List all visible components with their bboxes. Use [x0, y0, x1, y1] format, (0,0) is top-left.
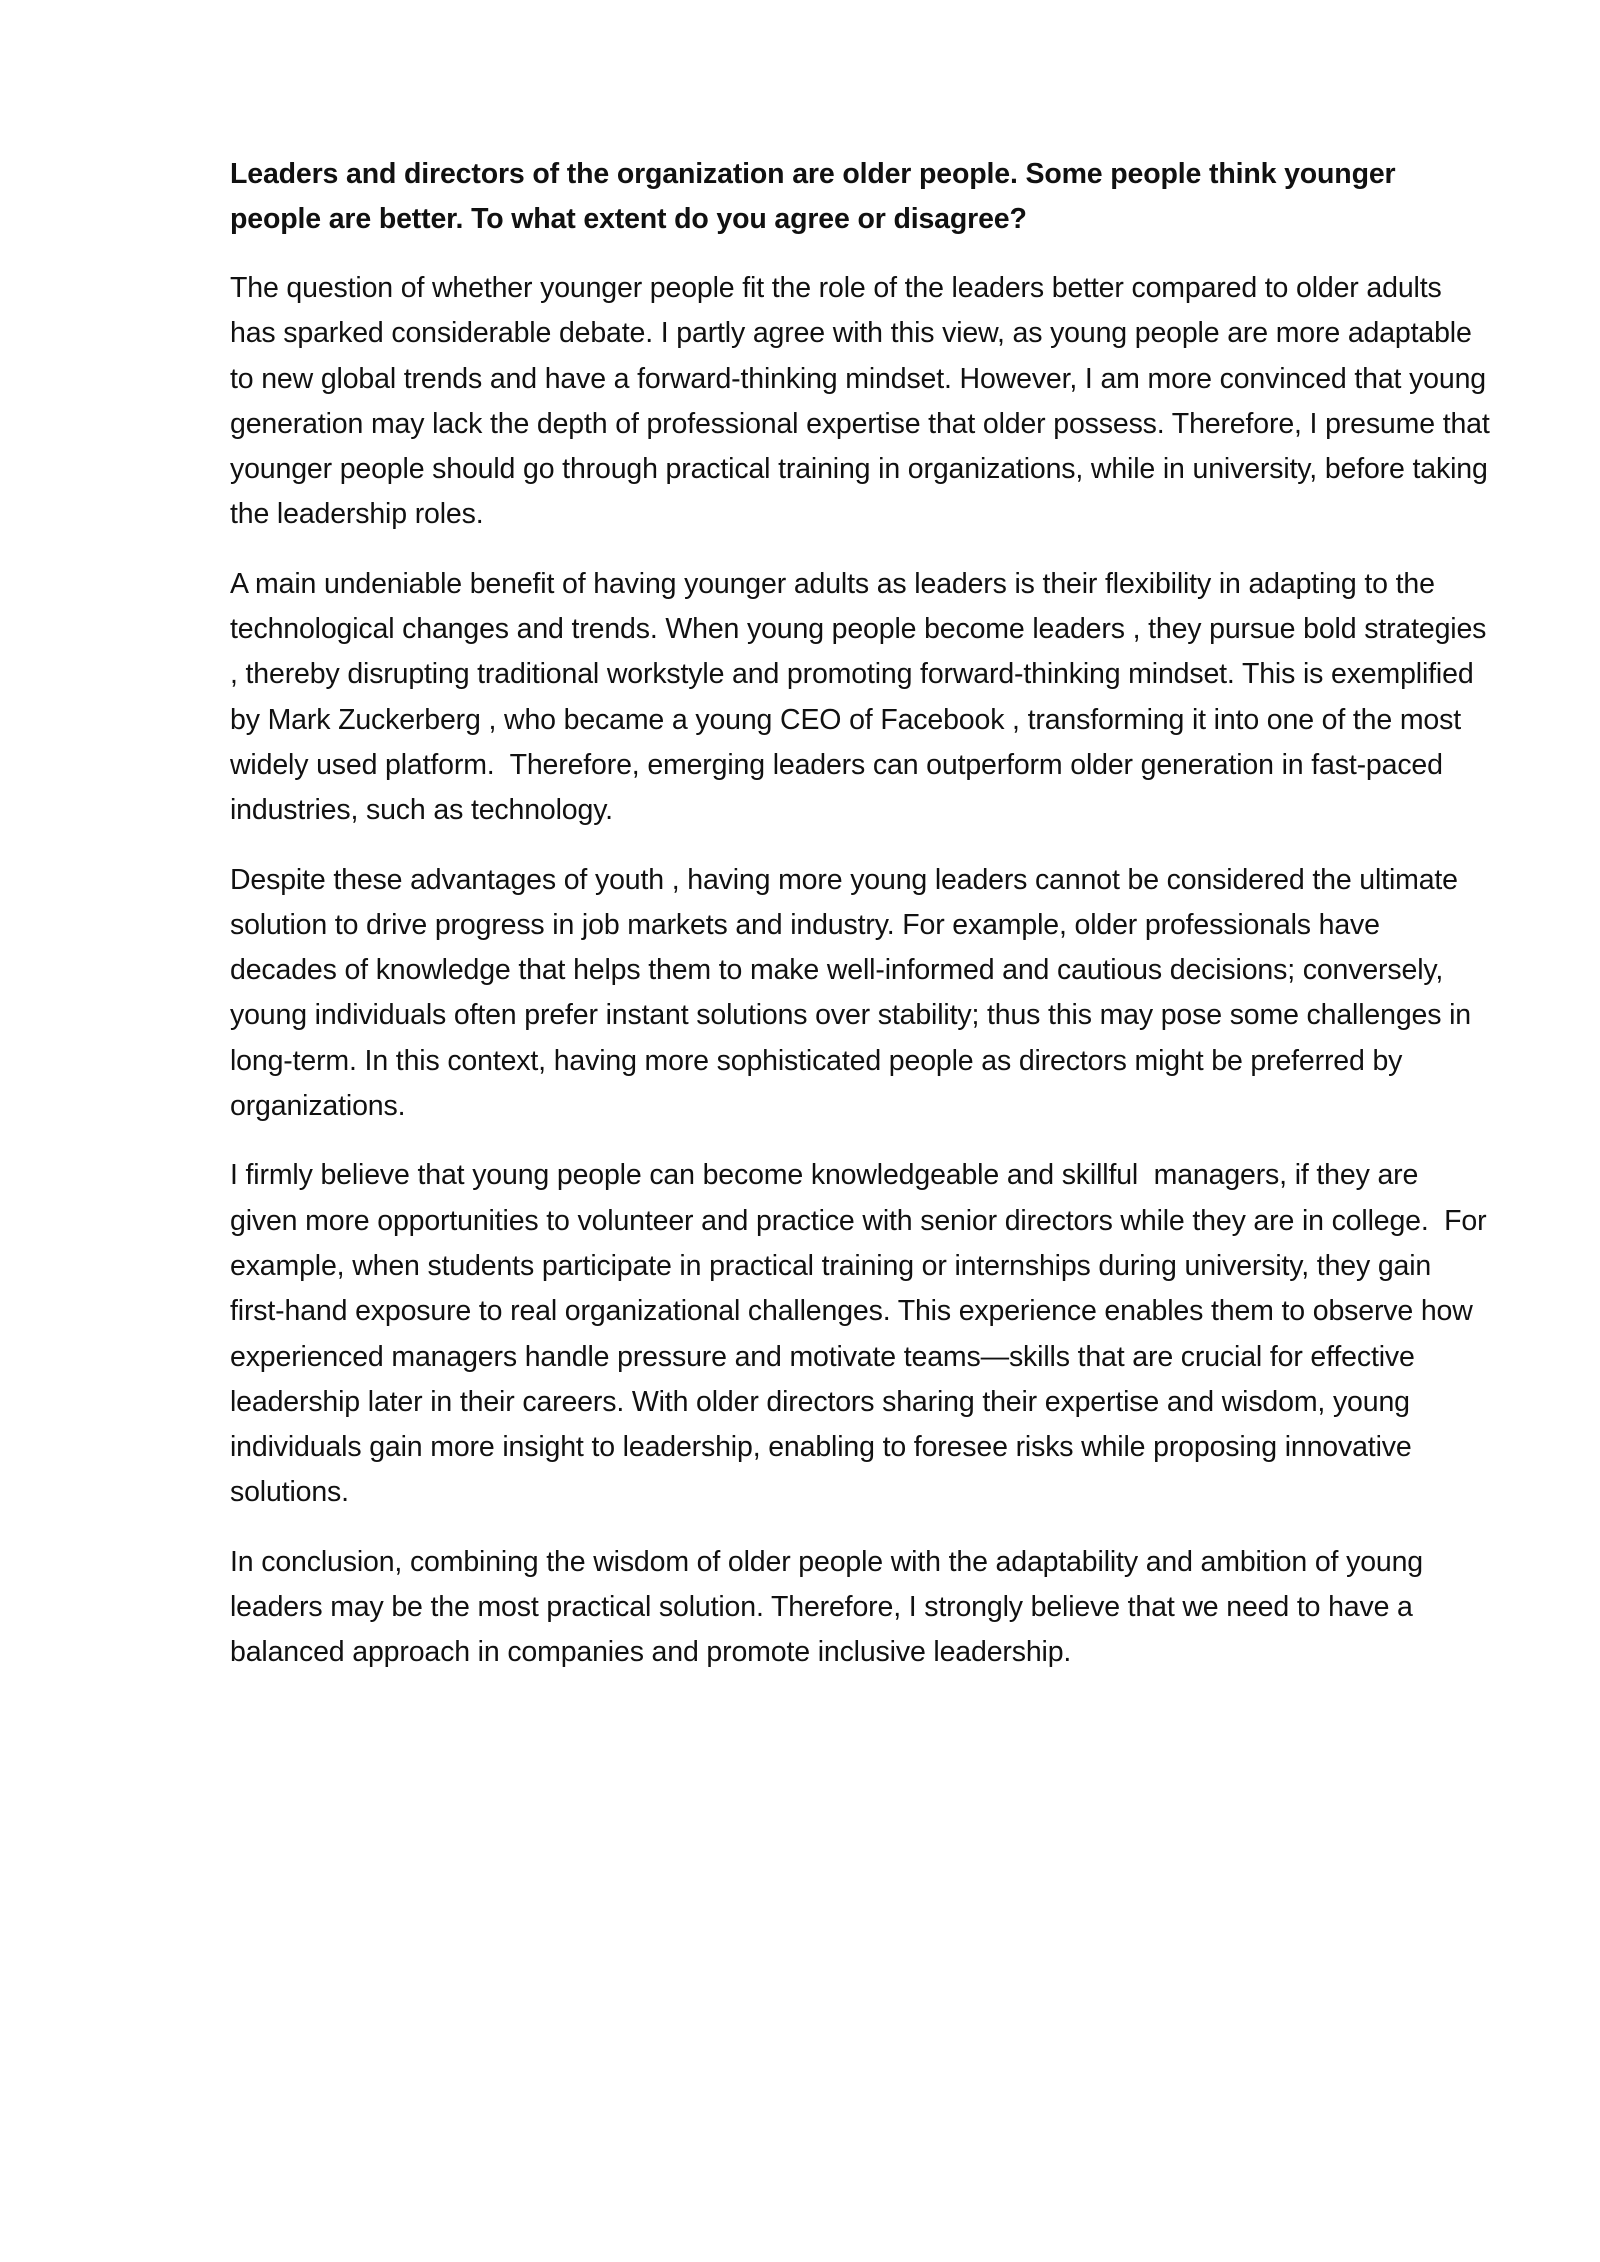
essay-question: Leaders and directors of the organization are older people. Some people think younger people are better. To what extent do you agree or disagree? [230, 158, 1404, 235]
essay-paragraph-drawbacks: Despite these advantages of youth , having more young leaders cannot be considered the ultimate solution to drive progress in job markets and industry. For example, older professionals have decades of knowledge that helps them to make well-informed and cautious decisions; conversely, young individuals often prefer instant solutions over stability; thus this may pose some challenges in long-term. In this context, having more sophisticated people as directors might be preferred by organizations. [230, 863, 1479, 1123]
essay-paragraph-opinion: I firmly believe that young people can become knowledgeable and skillful managers, if they are given more opportunities to volunteer and practice with senior directors while they are in college. For example, when students participate in practical training or internships during university, they gain first-hand exposure to real organizational challenges. This experience enables them to observe how experienced managers handle pressure and motivate teams—skills that are crucial for effective leadership later in their careers. With older directors sharing their expertise and wisdom, young individuals gain more insight to leadership, enabling to foresee risks while proposing innovative solutions. [230, 1159, 1495, 1509]
essay-paragraph-conclusion: In conclusion, combining the wisdom of older people with the adaptability and ambition of young leaders may be the most practical solution. Therefore, I strongly believe that we need to have a balanced approach in companies and promote inclusive leadership. [230, 1545, 1431, 1669]
essay-paragraph-introduction: The question of whether younger people fit the role of the leaders better compared to older adults has sparked considerable debate. I partly agree with this view, as young people are more adaptable to new global trends and have a forward-thinking mindset. However, I am more convinced that young generation may lack the depth of professional expertise that older possess. Therefore, I presume that younger people should go through practical training in organizations, while in university, before taking the leadership roles. [230, 272, 1498, 531]
document-body [230, 152, 1498, 1700]
essay-paragraph-benefits: A main undeniable benefit of having younger adults as leaders is their flexibility in adapting to the technological changes and trends. When young people become leaders , they pursue bold strategies , thereby disrupting traditional workstyle and promoting forward-thinking mindset. This is exemplified by Mark Zuckerberg , who became a young CEO of Facebook , transforming it into one of the most widely used platform. Therefore, emerging leaders can outperform older generation in fast-paced industries, such as technology. [230, 567, 1495, 827]
